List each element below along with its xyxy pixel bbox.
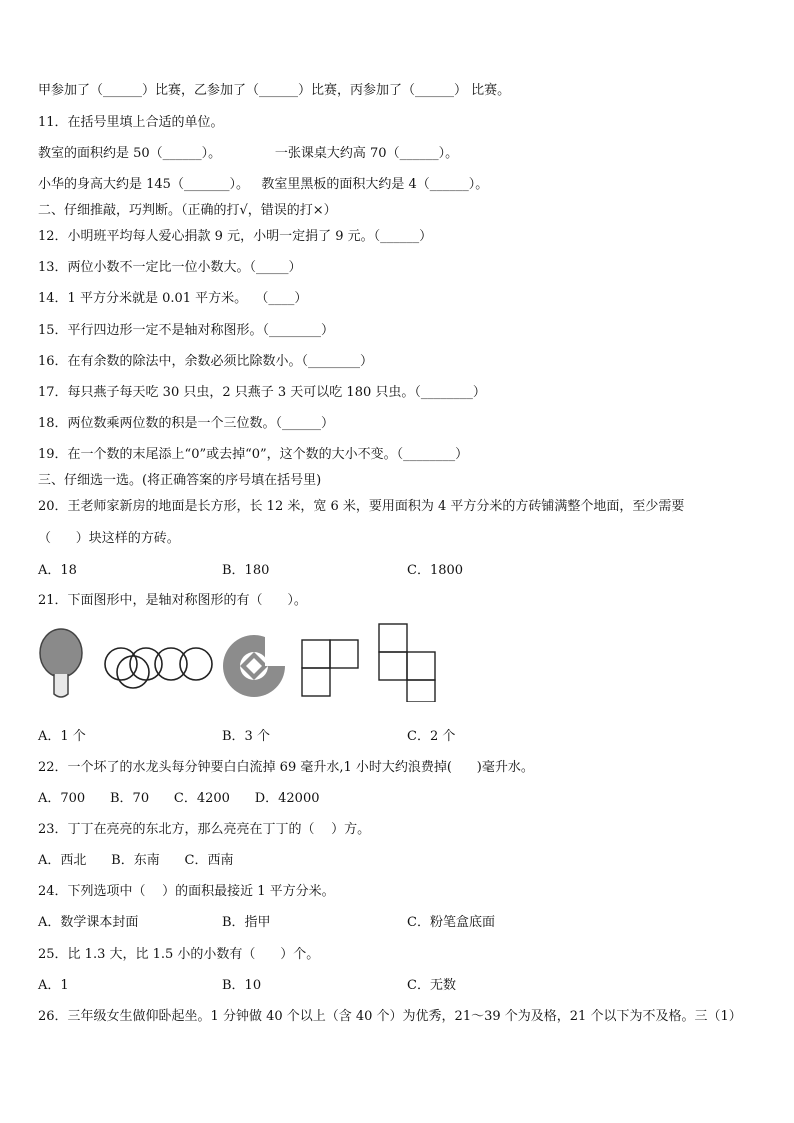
question-22: 22．一个坏了的水龙头每分钟要白白流掉 69 毫升水,1 小时大约浪费掉( )毫升水。 <box>38 760 534 775</box>
question-26: 26．三年级女生做仰卧起坐。1 分钟做 40 个以上（含 40 个）为优秀，21～39 个为及格，21 个以下为不及格。三（1） <box>38 1009 742 1024</box>
question-18: 18．两位数乘两位数的积是一个三位数。（______） <box>38 416 335 431</box>
line-01: 甲参加了（______）比赛，乙参加了（______）比赛，丙参加了（______） 比赛。 <box>38 83 511 98</box>
square-grid-figure-2 <box>379 624 435 702</box>
square-grid-figure-1 <box>302 640 358 696</box>
q20-option-c: C．1800 <box>407 563 464 578</box>
q24-option-c: C．粉笔盒底面 <box>407 915 495 930</box>
question-20-cont: （ ）块这样的方砖。 <box>38 531 180 546</box>
section-2-heading: 二、仔细推敲，巧判断。（正确的打√，错误的打×） <box>38 203 337 218</box>
question-17: 17．每只燕子每天吃 30 只虫，2 只燕子 3 天可以吃 180 只虫。（________） <box>38 385 486 400</box>
q20-option-a: A．18 <box>38 563 77 578</box>
question-19: 19．在一个数的末尾添上“0”或去掉“0”，这个数的大小不变。（________） <box>38 447 469 462</box>
q25-option-a: A．1 <box>38 978 69 993</box>
q21-option-c: C．2 个 <box>407 729 456 744</box>
q20-option-b: B．180 <box>222 563 270 578</box>
question-23: 23．丁丁在亮亮的东北方，那么亮亮在丁丁的（ ）方。 <box>38 822 371 837</box>
q22-options: A．700 B．70 C．4200 D．42000 <box>38 791 320 806</box>
rings-icon <box>105 648 212 688</box>
question-25: 25．比 1.3 大，比 1.5 小的小数有（ ）个。 <box>38 947 320 962</box>
question-13: 13．两位小数不一定比一位小数大。（_____） <box>38 260 302 275</box>
question-15: 15．平行四边形一定不是轴对称图形。（________） <box>38 323 335 338</box>
q21-option-b: B．3 个 <box>222 729 270 744</box>
bank-logo-icon <box>223 632 289 697</box>
question-16: 16．在有余数的除法中，余数必须比除数小。（________） <box>38 354 374 369</box>
q25-option-c: C．无数 <box>407 978 456 993</box>
paddle-icon <box>40 629 82 697</box>
q25-option-b: B．10 <box>222 978 262 993</box>
line-04: 小华的身高大约是 145（_______）。 教室里黑板的面积大约是 4（______）。 <box>38 177 489 192</box>
section-3-heading: 三、仔细选一选。(将正确答案的序号填在括号里) <box>38 473 322 488</box>
q21-option-a: A．1 个 <box>38 729 86 744</box>
question-21: 21．下面图形中，是轴对称图形的有（ ）。 <box>38 593 307 608</box>
question-12: 12．小明班平均每人爱心捐款 9 元，小明一定捐了 9 元。（______） <box>38 229 433 244</box>
q24-option-a: A．数学课本封面 <box>38 915 139 930</box>
q21-figures <box>36 622 456 702</box>
question-24: 24．下列选项中（ ）的面积最接近 1 平方分米。 <box>38 884 335 899</box>
line-03: 教室的面积约是 50（______）。 一张课桌大约高 70（______）。 <box>38 146 459 161</box>
q24-option-b: B．指甲 <box>222 915 271 930</box>
q23-options: A．西北 B．东南 C．西南 <box>38 853 234 868</box>
line-02: 11．在括号里填上合适的单位。 <box>38 115 224 130</box>
question-20: 20．王老师家新房的地面是长方形，长 12 米，宽 6 米，要用面积为 4 平方分米的方砖铺满整个地面，至少需要 <box>38 499 685 514</box>
question-14: 14．1 平方分米就是 0.01 平方米。 （____） <box>38 291 308 306</box>
